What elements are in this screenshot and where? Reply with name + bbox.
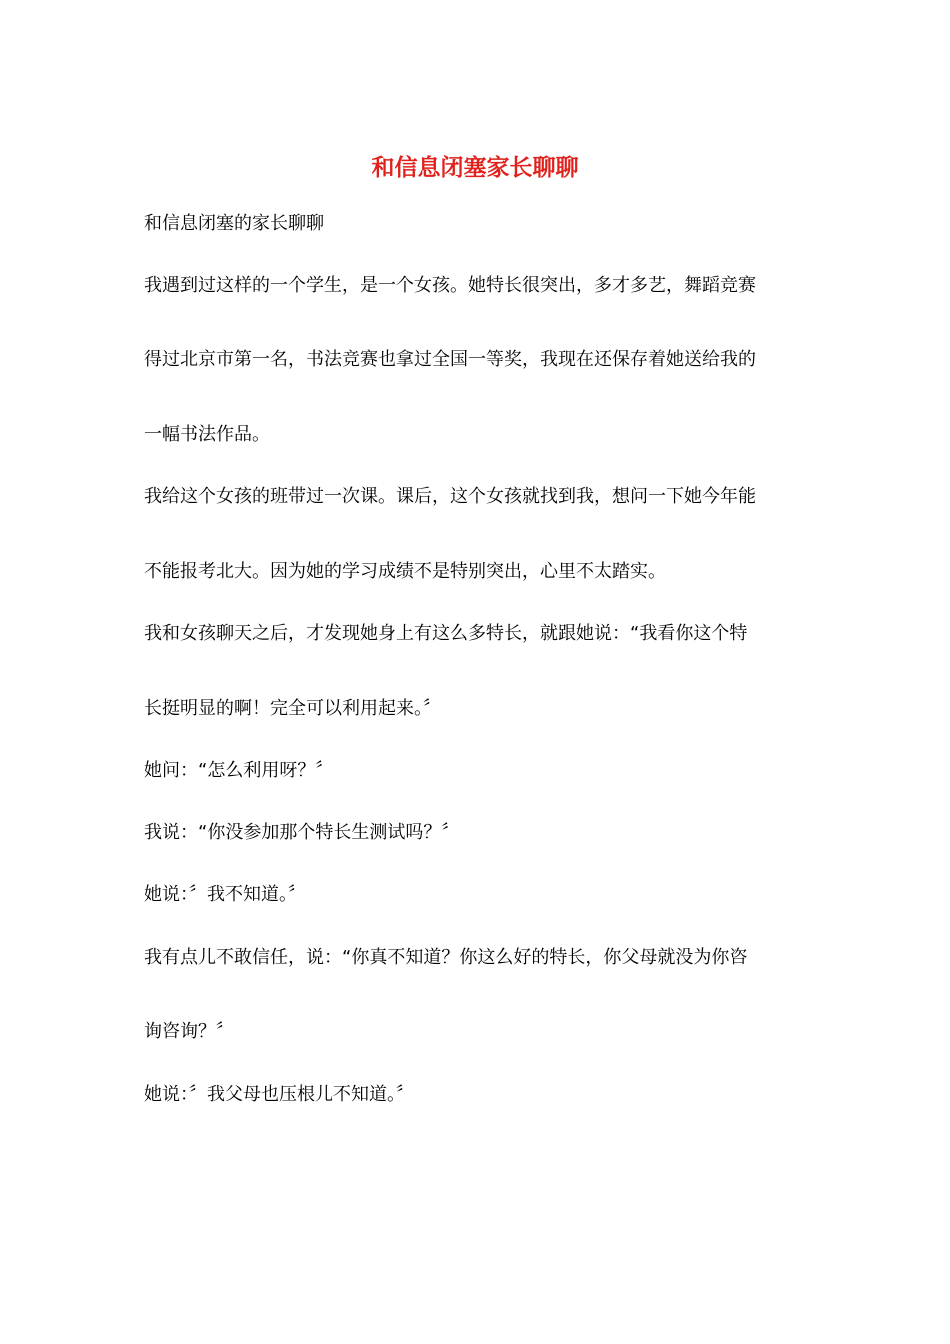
document-title: 和信息闭塞家长聊聊	[371, 154, 579, 181]
paragraph-line: 长挺明显的啊！完全可以利用起来。〞	[144, 698, 441, 719]
paragraph-line: 我和女孩聊天之后，才发现她身上有这么多特长，就跟她说：“我看你这个特	[144, 623, 748, 644]
paragraph-line: 询咨询？〞	[144, 1021, 234, 1042]
paragraph-line: 一幅书法作品。	[144, 424, 270, 445]
paragraph-line: 我遇到过这样的一个学生，是一个女孩。她特长很突出，多才多艺，舞蹈竞赛	[144, 275, 756, 296]
subtitle-line: 和信息闭塞的家长聊聊	[144, 213, 324, 234]
paragraph-line: 她说：〞我不知道。〞	[144, 884, 306, 905]
paragraph-line: 得过北京市第一名，书法竞赛也拿过全国一等奖，我现在还保存着她送给我的	[144, 349, 756, 370]
paragraph-line: 不能报考北大。因为她的学习成绩不是特别突出，心里不太踏实。	[144, 561, 666, 582]
paragraph-line: 她问：“怎么利用呀？〞	[144, 760, 334, 781]
paragraph-line: 我说：“你没参加那个特长生测试吗？〞	[144, 822, 460, 843]
paragraph-line: 她说：〞我父母也压根儿不知道。〞	[144, 1084, 414, 1105]
paragraph-line: 我给这个女孩的班带过一次课。课后，这个女孩就找到我，想问一下她今年能	[144, 486, 756, 507]
paragraph-line: 我有点儿不敢信任，说：“你真不知道？你这么好的特长，你父母就没为你咨	[144, 947, 748, 968]
